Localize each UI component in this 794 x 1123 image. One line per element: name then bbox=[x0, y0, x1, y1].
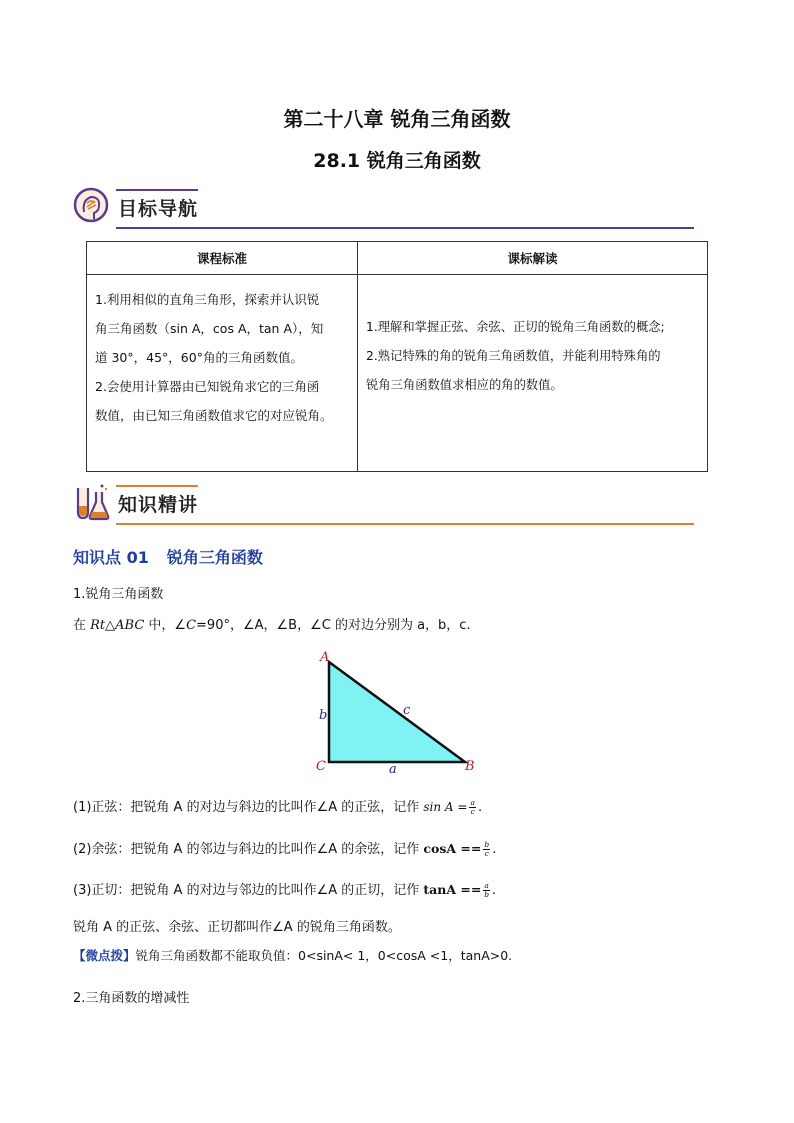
goals-label: 目标导航 bbox=[118, 198, 199, 220]
table-header-standard: 课程标准 bbox=[87, 242, 358, 275]
sine-expression: sin A = bbox=[423, 800, 468, 814]
vertex-a-label: A bbox=[320, 650, 330, 665]
summary-paragraph: 锐角 A 的正弦、余弦、正切都叫作∠A 的锐角三角函数。 bbox=[73, 920, 401, 935]
triangle-shape bbox=[329, 662, 465, 762]
cosine-expression: cosA == bbox=[423, 841, 482, 856]
section-title: 28.1 锐角三角函数 bbox=[313, 150, 481, 172]
interpretation-cell bbox=[358, 275, 708, 472]
interpretation-line: 2.熟记特殊的角的锐角三角函数值，并能利用特殊角的 bbox=[366, 349, 661, 363]
subheading-1: 1.锐角三角函数 bbox=[73, 587, 164, 602]
standard-cell bbox=[87, 275, 358, 472]
intro-triangle: Rt△ABC bbox=[90, 618, 145, 633]
definition-text: (3)正切：把锐角 A 的对边与邻边的比叫作∠A 的正切，记作 bbox=[73, 883, 424, 898]
table-header-interpretation: 课标解读 bbox=[358, 242, 708, 275]
tangent-expression: tanA == bbox=[423, 882, 482, 897]
side-c-label: c bbox=[403, 703, 411, 718]
intro-angle: C bbox=[186, 618, 197, 633]
knowledge-point-number: 知识点 01 bbox=[73, 548, 149, 567]
cosine-fraction: $\frac{b}{c}$ bbox=[484, 840, 490, 858]
subheading-2: 2.三角函数的增减性 bbox=[73, 991, 190, 1006]
definition-text: (2)余弦：把锐角 A 的邻边与斜边的比叫作∠A 的余弦，记作 bbox=[73, 842, 424, 857]
intro-paragraph bbox=[73, 614, 471, 633]
interpretation-line: 1.理解和掌握正弦、余弦、正切的锐角三角函数的概念; bbox=[366, 320, 665, 334]
tip-label: 【微点拨】 bbox=[73, 948, 136, 963]
banner-accent bbox=[116, 189, 198, 191]
standard-line: 数值，由已知三角函数值求它的对应锐角。 bbox=[95, 408, 333, 423]
interpretation-line: 锐角三角函数值求相应的角的数值。 bbox=[366, 378, 563, 392]
goals-banner bbox=[72, 186, 694, 230]
flask-icon bbox=[72, 482, 110, 524]
knowledge-point-name: 锐角三角函数 bbox=[166, 548, 263, 567]
knowledge-rule bbox=[116, 523, 694, 525]
side-b-label: b bbox=[319, 708, 328, 723]
intro-text: 在 bbox=[73, 618, 91, 633]
intro-text: =90°，∠A，∠B，∠C 的对边分别为 a，b，c. bbox=[196, 618, 471, 633]
standard-line: 2.会使用计算器由已知锐角求它的三角函 bbox=[95, 379, 320, 394]
banner-accent bbox=[116, 485, 198, 487]
side-a-label: a bbox=[389, 762, 397, 775]
standard-line: 1.利用相似的直角三角形，探索并认识锐 bbox=[95, 292, 320, 307]
brain-head-icon bbox=[72, 186, 110, 228]
standard-line: 道 30°，45°，60°角的三角函数值。 bbox=[95, 350, 303, 365]
tip-text: 锐角三角函数都不能取负值：0<sinA< 1，0<cosA <1，tanA>0. bbox=[135, 948, 513, 963]
sine-fraction: $\frac{a}{c}$ bbox=[470, 798, 475, 816]
intro-text: 中，∠ bbox=[144, 618, 187, 633]
vertex-c-label: C bbox=[316, 759, 326, 774]
standards-table bbox=[86, 241, 708, 472]
standard-line: 角三角函数（sin A，cos A，tan A），知 bbox=[95, 321, 324, 336]
right-triangle-diagram bbox=[310, 645, 485, 775]
vertex-b-label: B bbox=[465, 759, 475, 774]
definition-text: (1)正弦：把锐角 A 的对边与斜边的比叫作∠A 的正弦，记作 bbox=[73, 800, 424, 815]
goals-rule bbox=[116, 227, 694, 229]
knowledge-point-title bbox=[73, 545, 281, 568]
knowledge-label: 知识精讲 bbox=[118, 494, 199, 516]
chapter-title: 第二十八章 锐角三角函数 bbox=[283, 107, 511, 131]
tangent-definition: (3)正切：把锐角 A 的对边与邻边的比叫作∠A 的正切，记作 tanA == $\frac{a}{b}$ . bbox=[73, 881, 496, 899]
sine-definition: (1)正弦：把锐角 A 的对边与斜边的比叫作∠A 的正弦，记作 sin A = $\frac{a}{c}$ . bbox=[73, 798, 483, 816]
tangent-fraction: $\frac{a}{b}$ bbox=[484, 881, 489, 899]
cosine-definition: (2)余弦：把锐角 A 的邻边与斜边的比叫作∠A 的余弦，记作 cosA == $\frac{b}{c}$ . bbox=[73, 840, 497, 858]
knowledge-banner bbox=[72, 482, 694, 526]
tip-paragraph bbox=[73, 946, 512, 964]
